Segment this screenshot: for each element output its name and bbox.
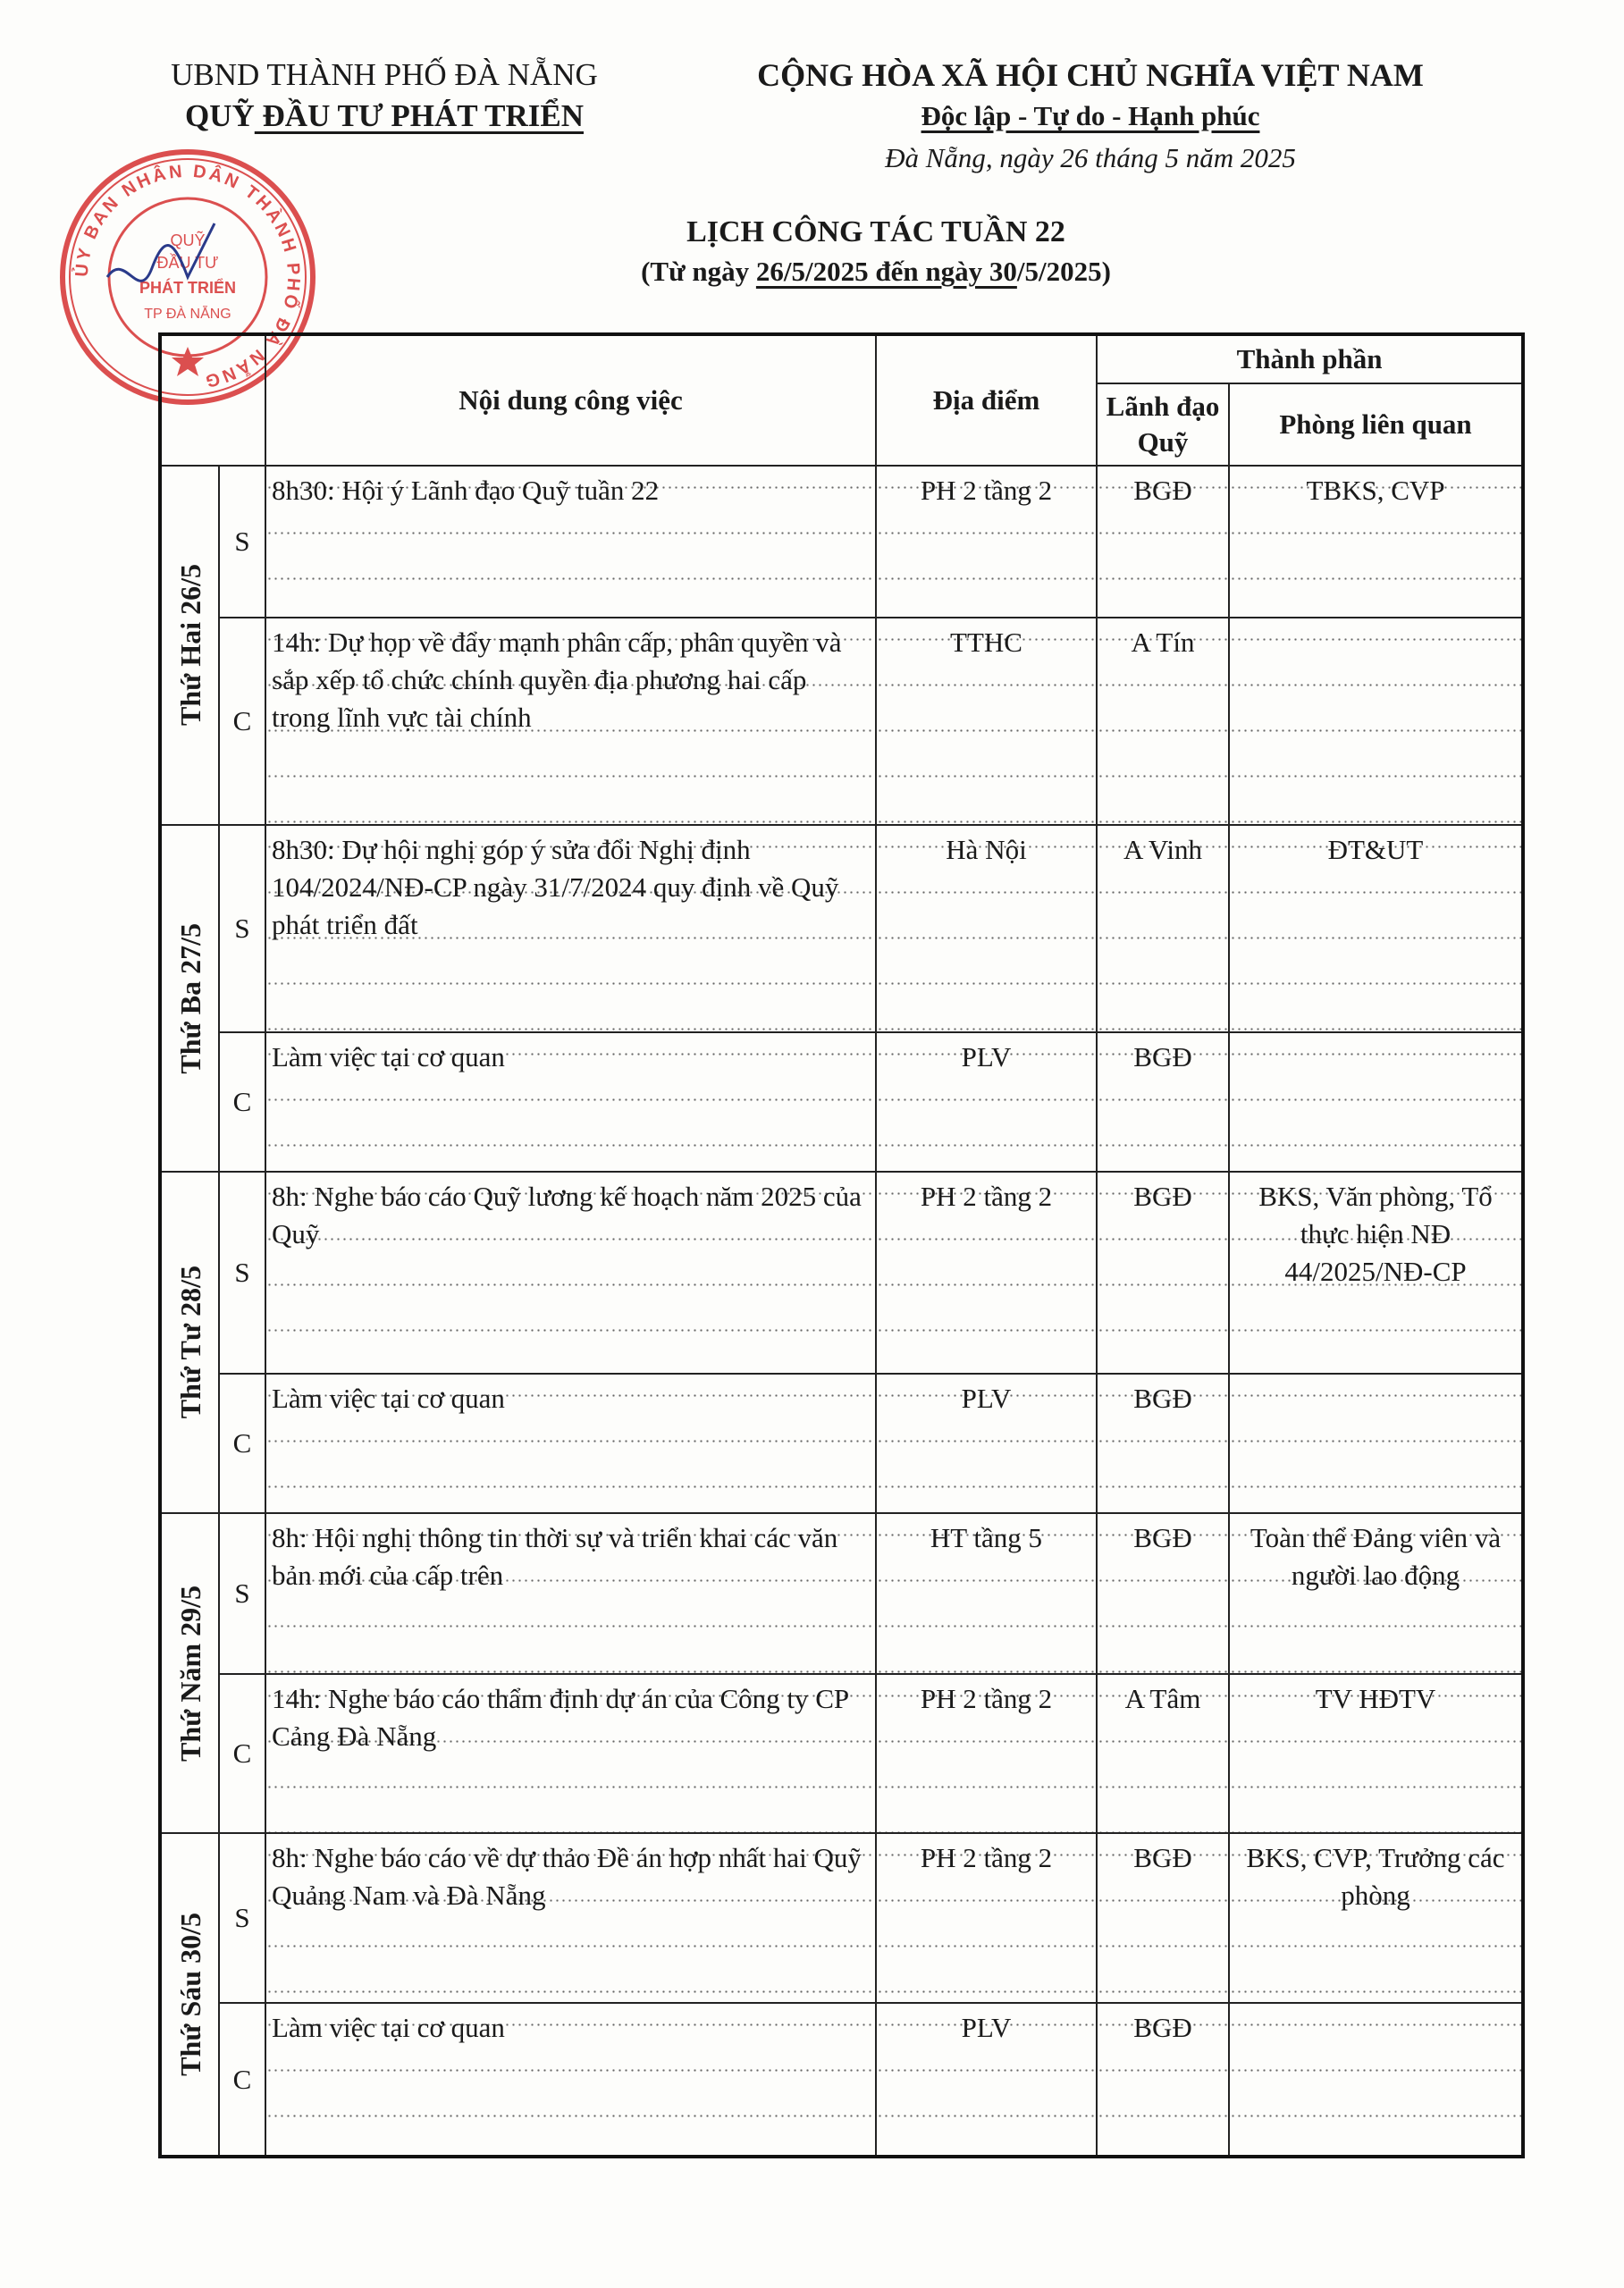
location-text: PLV	[961, 1041, 1012, 1072]
location-cell	[876, 618, 1097, 825]
dept-text	[1230, 1033, 1521, 1039]
content-text: 8h30: Hội ý Lãnh đạo Quỹ tuần 22	[272, 475, 660, 506]
leader-cell	[1097, 1674, 1229, 1833]
session-cell: C	[219, 2003, 265, 2157]
leader-cell	[1097, 1374, 1229, 1513]
location-cell	[876, 1374, 1097, 1513]
dept-cell	[1229, 466, 1523, 618]
dept-text: BKS, CVP, Trưởng các phòng	[1246, 1842, 1505, 1911]
location-text: PH 2 tầng 2	[920, 1683, 1053, 1714]
title-main: LỊCH CÔNG TÁC TUẦN 22	[686, 215, 1065, 248]
header-dept: Phòng liên quan	[1229, 383, 1523, 466]
location-cell	[876, 1032, 1097, 1172]
leader-text: BGĐ	[1133, 1181, 1192, 1212]
schedule-row	[160, 825, 1523, 1032]
leader-cell	[1097, 1032, 1229, 1172]
session-cell: S	[219, 1833, 265, 2003]
dept-cell	[1229, 618, 1523, 825]
dept-text: Toàn thể Đảng viên và người lao động	[1250, 1522, 1502, 1591]
session-cell: S	[219, 825, 265, 1032]
dept-cell	[1229, 1032, 1523, 1172]
content-text: 8h: Hội nghị thông tin thời sự và triển khai các văn bản mới của cấp trên	[272, 1522, 838, 1591]
content-text: 8h: Nghe báo cáo về dự thảo Đề án hợp nhất hai Quỹ Quảng Nam và Đà Nẵng	[272, 1842, 862, 1911]
content-text: 14h: Nghe báo cáo thẩm định dự án của Công ty CP Cảng Đà Nẵng	[272, 1683, 849, 1752]
dept-text	[1230, 1375, 1521, 1380]
leader-text: BGĐ	[1133, 2012, 1192, 2043]
dept-cell	[1229, 1513, 1523, 1674]
leader-text: A Tín	[1131, 627, 1195, 658]
day-label: Thứ Năm 29/5	[173, 1585, 206, 1762]
location-text: PH 2 tầng 2	[920, 475, 1053, 506]
schedule-row	[160, 1833, 1523, 2003]
dept-cell	[1229, 2003, 1523, 2157]
day-label-cell	[160, 825, 219, 1172]
leader-text: BGĐ	[1133, 1383, 1192, 1414]
location-text: Hà Nội	[946, 834, 1027, 865]
session-cell: C	[219, 1374, 265, 1513]
day-label: Thứ Hai 26/5	[173, 564, 206, 727]
content-text: Làm việc tại cơ quan	[272, 2012, 505, 2043]
content-text: 8h30: Dự hội nghị góp ý sửa đổi Nghị định 104/2024/NĐ-CP ngày 31/7/2024 quy định về Quỹ phát triển đất	[272, 834, 839, 940]
location-cell	[876, 1513, 1097, 1674]
leader-cell	[1097, 466, 1229, 618]
dept-text: TV HĐTV	[1315, 1683, 1436, 1714]
dept-text	[1230, 2004, 1521, 2009]
issuer-block	[134, 55, 635, 138]
dept-cell	[1229, 1674, 1523, 1833]
schedule-row	[160, 1513, 1523, 1674]
leader-cell	[1097, 1833, 1229, 2003]
session-cell: C	[219, 1674, 265, 1833]
location-text: PH 2 tầng 2	[920, 1842, 1053, 1873]
leader-text: BGĐ	[1133, 1041, 1192, 1072]
day-label-cell	[160, 1172, 219, 1513]
dept-text: ĐT&UT	[1327, 834, 1424, 865]
session-cell: C	[219, 618, 265, 825]
schedule-row	[160, 1674, 1523, 1833]
schedule-row	[160, 1374, 1523, 1513]
schedule-row	[160, 618, 1523, 825]
day-label-cell	[160, 466, 219, 825]
location-text: PH 2 tầng 2	[920, 1181, 1053, 1212]
session-cell: S	[219, 466, 265, 618]
schedule-table	[158, 332, 1525, 2158]
content-text: Làm việc tại cơ quan	[272, 1383, 505, 1414]
leader-text: BGĐ	[1133, 475, 1192, 506]
dept-text: BKS, Văn phòng, Tổ thực hiện NĐ 44/2025/NĐ-CP	[1258, 1181, 1493, 1287]
leader-text: A Tâm	[1124, 1683, 1201, 1714]
day-label-cell	[160, 1513, 219, 1833]
content-cell	[265, 1032, 876, 1172]
dept-cell	[1229, 1833, 1523, 2003]
content-cell	[265, 1374, 876, 1513]
location-text: TTHC	[950, 627, 1022, 658]
content-cell	[265, 618, 876, 825]
content-cell	[265, 1674, 876, 1833]
title-date-range: (Từ ngày 26/5/2025 đến ngày 30/5/2025)	[641, 256, 1111, 287]
leader-text: BGĐ	[1133, 1522, 1192, 1553]
day-label-cell	[160, 1833, 219, 2157]
location-cell	[876, 825, 1097, 1032]
session-cell: S	[219, 1172, 265, 1374]
header-leader: Lãnh đạo Quỹ	[1097, 383, 1229, 466]
svg-text:TP ĐÀ NẴNG: TP ĐÀ NẴNG	[144, 307, 231, 322]
svg-text:QUỸ: QUỸ	[170, 231, 206, 249]
document-title	[465, 213, 1287, 291]
stamp-ring-text: ỦY BAN NHÂN DÂN THÀNH PHỐ ĐÀ NẴNG	[72, 161, 304, 391]
location-cell	[876, 1833, 1097, 2003]
content-cell	[265, 1172, 876, 1374]
leader-text: A Vinh	[1123, 834, 1202, 865]
session-cell: S	[219, 1513, 265, 1674]
dept-cell	[1229, 1374, 1523, 1513]
day-label: Thứ Ba 27/5	[173, 922, 206, 1074]
dept-cell	[1229, 825, 1523, 1032]
leader-cell	[1097, 618, 1229, 825]
location-text: PLV	[961, 1383, 1012, 1414]
leader-cell	[1097, 2003, 1229, 2157]
schedule-row	[160, 466, 1523, 618]
schedule-row	[160, 2003, 1523, 2157]
day-label: Thứ Sáu 30/5	[173, 1913, 206, 2076]
content-cell	[265, 1833, 876, 2003]
content-text: 8h: Nghe báo cáo Quỹ lương kế hoạch năm 2025 của Quỹ	[272, 1181, 862, 1249]
session-cell: C	[219, 1032, 265, 1172]
location-text: PLV	[961, 2012, 1012, 2043]
header-location: Địa điểm	[876, 334, 1097, 466]
issuer-name: QUỸ ĐẦU TƯ PHÁT TRIỂN	[185, 98, 584, 133]
location-cell	[876, 466, 1097, 618]
svg-text:PHÁT TRIỂN: PHÁT TRIỂN	[139, 279, 236, 297]
location-cell	[876, 1172, 1097, 1374]
schedule-row	[160, 1032, 1523, 1172]
location-text: HT tầng 5	[930, 1522, 1043, 1553]
leader-cell	[1097, 1172, 1229, 1374]
issuer-parent: UBND THÀNH PHỐ ĐÀ NẴNG	[171, 57, 598, 92]
dept-text: TBKS, CVP	[1306, 475, 1445, 506]
content-cell	[265, 825, 876, 1032]
svg-text:ĐẦU TƯ: ĐẦU TƯ	[156, 254, 219, 272]
content-text: Làm việc tại cơ quan	[272, 1041, 505, 1072]
leader-cell	[1097, 825, 1229, 1032]
leader-cell	[1097, 1513, 1229, 1674]
leader-text: BGĐ	[1133, 1842, 1192, 1873]
dept-cell	[1229, 1172, 1523, 1374]
date-line: Đà Nẵng, ngày 26 tháng 5 năm 2025	[885, 142, 1296, 173]
country-name: CỘNG HÒA XÃ HỘI CHỦ NGHĨA VIỆT NAM	[757, 57, 1424, 93]
content-cell	[265, 1513, 876, 1674]
location-cell	[876, 2003, 1097, 2157]
national-motto-block	[751, 55, 1430, 179]
header-content: Nội dung công việc	[265, 334, 876, 466]
corner-header-cell	[160, 334, 265, 466]
day-label: Thứ Tư 28/5	[173, 1266, 206, 1419]
header-members: Thành phần	[1097, 334, 1523, 383]
location-cell	[876, 1674, 1097, 1833]
motto: Độc lập - Tự do - Hạnh phúc	[921, 100, 1260, 131]
content-cell	[265, 2003, 876, 2157]
content-text: 14h: Dự họp về đẩy mạnh phân cấp, phân quyền và sắp xếp tổ chức chính quyền địa phương hai cấp trong lĩnh vực tài chính	[272, 627, 842, 733]
dept-text	[1230, 618, 1521, 624]
schedule-row	[160, 1172, 1523, 1374]
content-cell	[265, 466, 876, 618]
